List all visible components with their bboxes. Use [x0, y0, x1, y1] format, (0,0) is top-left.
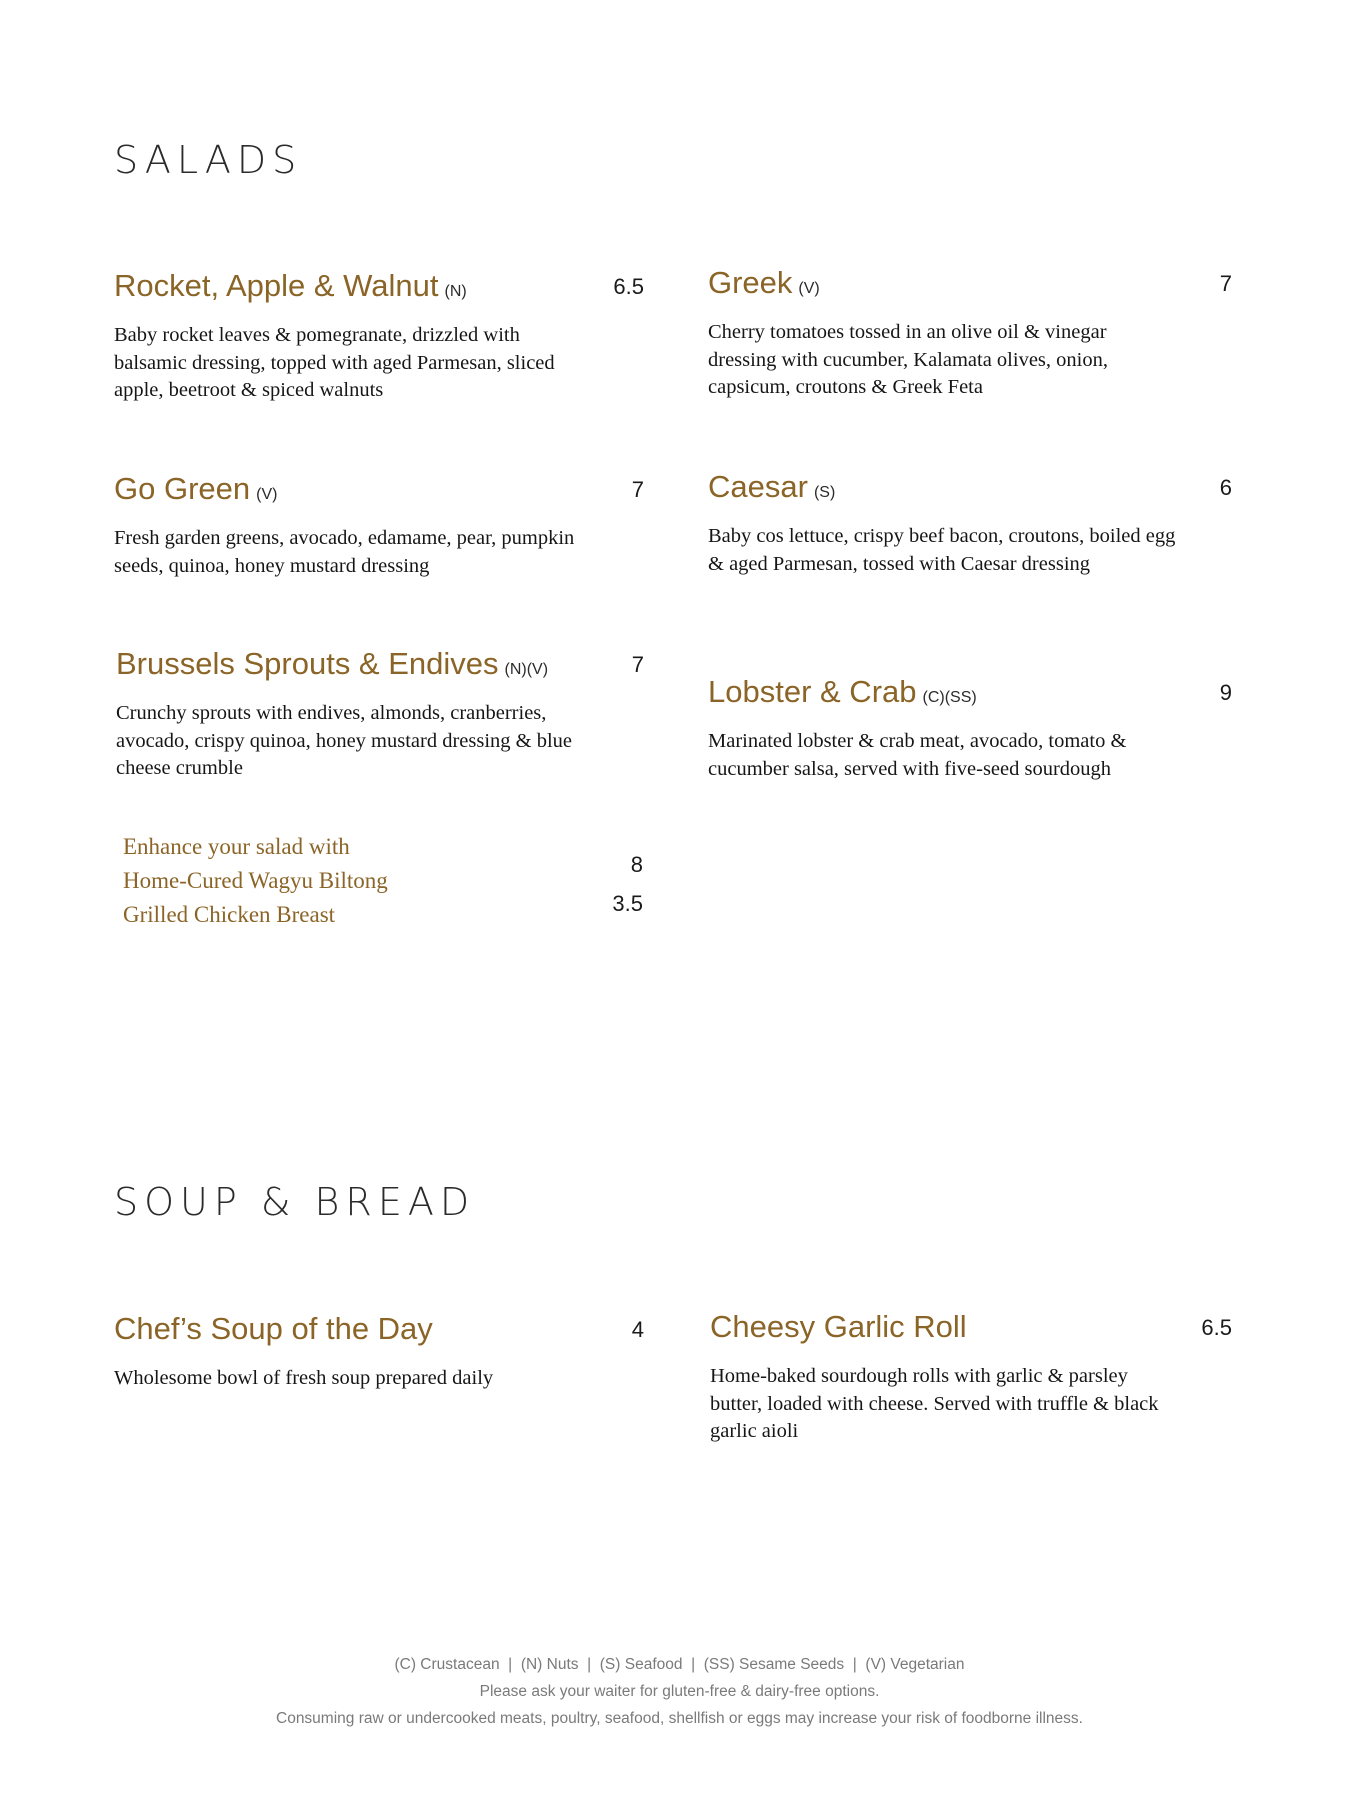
item-description: Baby rocket leaves & pomegranate, drizzled with balsamic dressing, topped with aged Parmesan, sliced apple, beetroot & spiced walnuts	[114, 324, 555, 401]
menu-item-lobster-crab	[708, 674, 1232, 783]
footer-notes	[0, 1651, 1359, 1732]
item-description: Crunchy sprouts with endives, almonds, cranberries, avocado, crispy quinoa, honey mustard dressing & blue cheese crumble	[116, 702, 573, 779]
allergen-legend: (C) Crustacean | (N) Nuts | (S) Seafood | (SS) Sesame Seeds | (V) Vegetarian	[394, 1656, 965, 1673]
enhance-option-price: 8	[630, 852, 643, 877]
salad-enhancements	[123, 830, 643, 940]
item-description: Cherry tomatoes tossed in an olive oil & vinegar dressing with cucumber, Kalamata olives, onion, capsicum, croutons & Greek Feta	[708, 321, 1108, 398]
item-name: Caesar	[708, 469, 808, 504]
allergen-tag: (V)	[798, 280, 820, 297]
item-description: Marinated lobster & crab meat, avocado, tomato & cucumber salsa, served with five-seed sourdough	[708, 730, 1127, 780]
menu-item-cheesy-garlic-roll	[710, 1309, 1232, 1446]
item-price: 4	[631, 1317, 644, 1342]
section-title-salads: SALADS	[114, 138, 303, 182]
item-description: Home-baked sourdough rolls with garlic & parsley butter, loaded with cheese. Served with truffle & black garlic aioli	[710, 1365, 1159, 1442]
item-name: Greek	[708, 265, 793, 300]
item-price: 7	[631, 477, 644, 502]
item-description: Fresh garden greens, avocado, edamame, pear, pumpkin seeds, quinoa, honey mustard dressing	[114, 527, 575, 577]
enhance-intro: Enhance your salad with	[123, 834, 350, 859]
item-description: Baby cos lettuce, crispy beef bacon, croutons, boiled egg & aged Parmesan, tossed with Caesar dressing	[708, 525, 1176, 575]
item-price: 7	[1219, 271, 1232, 296]
enhance-option-price: 3.5	[612, 891, 643, 916]
item-name: Cheesy Garlic Roll	[710, 1309, 967, 1344]
menu-item-chefs-soup	[114, 1311, 644, 1393]
item-name: Chef’s Soup of the Day	[114, 1311, 433, 1346]
dietary-options-note: Please ask your waiter for gluten-free & dairy-free options.	[479, 1683, 880, 1700]
item-price: 7	[631, 652, 644, 677]
food-safety-warning: Consuming raw or undercooked meats, poultry, seafood, shellfish or eggs may increase your risk of foodborne illness.	[276, 1710, 1083, 1727]
item-name: Lobster & Crab	[708, 674, 917, 709]
menu-item-brussels-sprouts-endives	[116, 646, 644, 783]
allergen-tag: (N)	[444, 283, 467, 300]
menu-item-caesar	[708, 469, 1232, 578]
item-price: 6	[1219, 475, 1232, 500]
item-name: Go Green	[114, 471, 251, 506]
section-title-soup-bread: SOUP & BREAD	[114, 1180, 476, 1224]
enhance-option-name: Home-Cured Wagyu Biltong	[123, 868, 388, 893]
allergen-tag: (S)	[813, 484, 836, 501]
menu-item-rocket-apple-walnut	[114, 268, 644, 405]
item-name: Rocket, Apple & Walnut	[114, 268, 439, 303]
item-name: Brussels Sprouts & Endives	[116, 646, 499, 681]
item-price: 6.5	[613, 274, 644, 299]
item-description: Wholesome bowl of fresh soup prepared daily	[114, 1367, 494, 1389]
item-price: 6.5	[1201, 1315, 1232, 1340]
allergen-tag: (C)(SS)	[922, 689, 977, 706]
allergen-tag: (V)	[256, 486, 278, 503]
enhance-option-name: Grilled Chicken Breast	[123, 902, 336, 927]
menu-item-greek	[708, 265, 1232, 402]
allergen-tag: (N)(V)	[504, 661, 549, 678]
menu-item-go-green	[114, 471, 644, 580]
item-price: 9	[1219, 680, 1232, 705]
